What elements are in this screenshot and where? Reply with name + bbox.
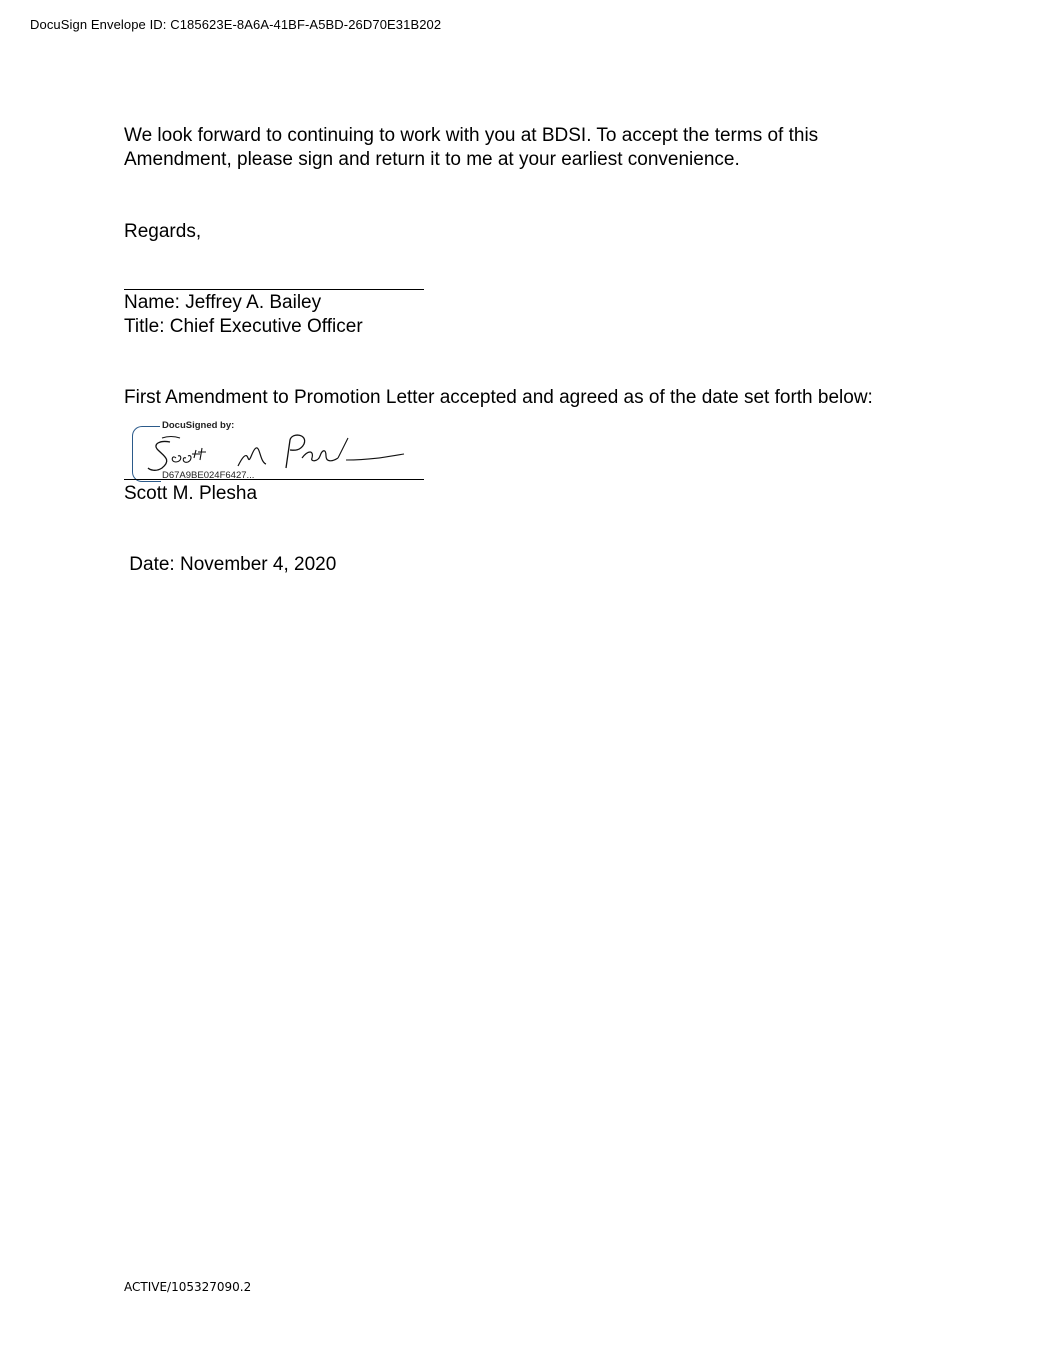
letter-paragraph-line-1: We look forward to continuing to work with you at BDSI. To accept the terms of this: [124, 125, 819, 146]
signer-signature-line: [124, 479, 424, 480]
signature-date: Date: November 4, 2020: [124, 554, 337, 575]
docusign-caption: DocuSigned by:: [162, 420, 235, 431]
signature-id: D67A9BE024F6427...: [162, 470, 255, 481]
docusign-signature-block: [132, 420, 422, 482]
sender-name: Name: Jeffrey A. Bailey: [124, 292, 322, 313]
handwritten-signature: [142, 428, 412, 476]
sender-signature-line: [124, 289, 424, 290]
letter-paragraph-line-2: Amendment, please sign and return it to me at your earliest convenience.: [124, 149, 740, 170]
envelope-id: DocuSign Envelope ID: C185623E-8A6A-41BF-A5BD-26D70E31B202: [30, 17, 442, 32]
closing: Regards,: [124, 221, 202, 242]
signer-name: Scott M. Plesha: [124, 483, 258, 504]
sender-title: Title: Chief Executive Officer: [124, 316, 363, 337]
document-reference: ACTIVE/105327090.2: [124, 1280, 252, 1294]
acceptance-statement: First Amendment to Promotion Letter accepted and agreed as of the date set forth below:: [124, 387, 873, 408]
